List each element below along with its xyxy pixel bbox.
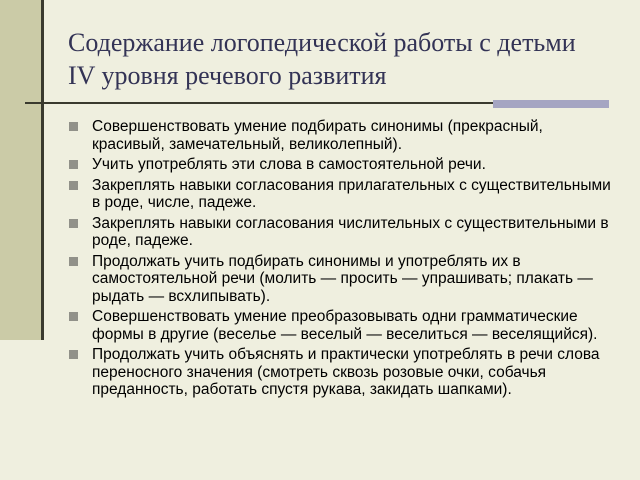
left-decorative-band: [0, 0, 41, 340]
title-underline-accent: [493, 100, 609, 108]
bullet-item: [68, 215, 614, 250]
bullet-text: Закреплять навыки согласования числительных с существительными в роде, падеже.: [92, 214, 609, 249]
bullet-item: [68, 346, 614, 399]
bullet-item: [68, 177, 614, 212]
bullet-text: Продолжать учить объяснять и практически употреблять в речи слова переносного значения (смотреть сквозь розовые очки, собачья преданность, работать спустя рукава, закидать шапками).: [92, 346, 600, 398]
left-band-divider: [41, 0, 44, 340]
slide-title: Содержание логопедической работы с детьми IV уровня речевого развития: [68, 28, 576, 90]
bullet-item: [68, 118, 614, 153]
bullet-text: Учить употреблять эти слова в самостоятельной речи.: [92, 156, 486, 173]
bullet-text: Закреплять навыки согласования прилагательных с существительными в роде, числе, падеже.: [92, 176, 611, 211]
bullet-item: [68, 308, 614, 343]
bullet-item: [68, 253, 614, 306]
square-bullet-icon: [69, 181, 78, 190]
bullet-list: [68, 118, 614, 402]
bullet-text: Продолжать учить подбирать синонимы и употреблять их в самостоятельной речи (молить — просить — упрашивать; плакать — рыдать — всхлипывать).: [92, 252, 593, 305]
square-bullet-icon: [69, 122, 78, 131]
bullet-item: [68, 156, 614, 174]
square-bullet-icon: [69, 350, 78, 359]
square-bullet-icon: [69, 160, 78, 169]
bullet-text: Совершенствовать умение подбирать синонимы (прекрасный, красивый, замечательный, великолепный).: [92, 118, 543, 153]
square-bullet-icon: [69, 312, 78, 321]
square-bullet-icon: [69, 257, 78, 266]
square-bullet-icon: [69, 219, 78, 228]
bullet-text: Совершенствовать умение преобразовывать одни грамматические формы в другие (веселье — веселый — веселиться — веселящийся).: [92, 308, 598, 343]
